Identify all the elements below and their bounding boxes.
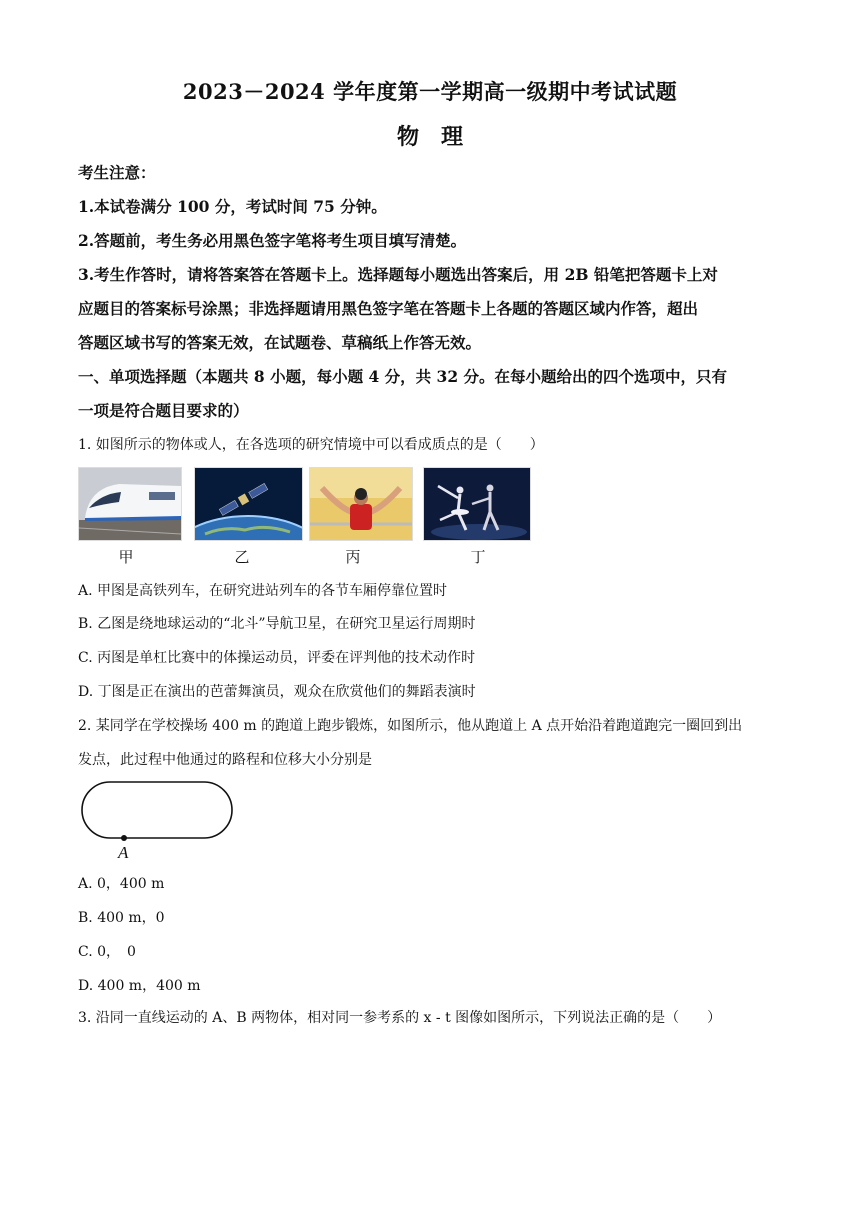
question-1-stem: 1. 如图所示的物体或人，在各选项的研究情境中可以看成质点的是（ ） — [78, 437, 544, 453]
notice-item-3-line-1: 3.考生作答时，请将答案答在答题卡上。选择题每小题选出答案后，用 2B 铅笔把答题卡上对 — [78, 265, 718, 284]
question-1-option-c: C. 丙图是单杠比赛中的体操运动员，评委在评判他的技术动作时 — [78, 650, 476, 666]
point-a-label: A — [118, 843, 129, 862]
subject-title: 物理 — [396, 124, 485, 150]
ballet-dancers-image — [423, 467, 531, 541]
exam-title: 2023－2024 学年度第一学期高一级期中考试试题 — [182, 79, 678, 104]
notice-item-2: 2.答题前，考生务必用黑色签字笔将考生项目填写清楚。 — [78, 231, 467, 250]
question-2-option-b: B. 400 m，0 — [78, 910, 165, 926]
running-track-figure — [80, 780, 240, 868]
question-1-option-b: B. 乙图是绕地球运动的“北斗”导航卫星，在研究卫星运行周期时 — [78, 616, 476, 632]
question-2-option-c: C. 0， 0 — [78, 944, 136, 960]
question-2-option-a: A. 0，400 m — [78, 876, 165, 892]
satellite-image — [194, 467, 303, 541]
notice-item-3-line-2: 应题目的答案标号涂黑；非选择题请用黑色签字笔在答题卡上各题的答题区域内作答，超出 — [78, 299, 699, 318]
question-1-option-a: A. 甲图是高铁列车，在研究进站列车的各节车厢停靠位置时 — [78, 583, 448, 599]
section-1-heading-line-2: 一项是符合题目要求的） — [78, 401, 249, 420]
notice-heading: 考生注意： — [78, 163, 156, 182]
notice-item-3-line-3: 答题区域书写的答案无效，在试题卷、草稿纸上作答无效。 — [78, 333, 482, 352]
question-1-option-d: D. 丁图是正在演出的芭蕾舞演员，观众在欣赏他们的舞蹈表演时 — [78, 684, 476, 700]
image-caption-jia: 甲 — [118, 548, 134, 566]
gymnast-image — [309, 467, 413, 541]
question-2-stem-line-1: 2. 某同学在学校操场 400 m 的跑道上跑步锻炼，如图所示，他从跑道上 A 点开始沿着跑道跑完一圈回到出 — [78, 718, 743, 734]
image-caption-yi: 乙 — [234, 548, 250, 566]
image-caption-bing: 丙 — [345, 548, 361, 566]
question-2-option-d: D. 400 m，400 m — [78, 978, 201, 994]
section-1-heading-line-1: 一、单项选择题（本题共 8 小题，每小题 4 分，共 32 分。在每小题给出的四个选项中，只有 — [78, 367, 728, 386]
image-caption-ding: 丁 — [470, 548, 486, 566]
question-2-stem-line-2: 发点，此过程中他通过的路程和位移大小分别是 — [78, 752, 372, 768]
question-3-stem: 3. 沿同一直线运动的 A、B 两物体，相对同一参考系的 x - t 图像如图所示，下列说法正确的是（ ） — [78, 1010, 722, 1026]
notice-item-1: 1.本试卷满分 100 分，考试时间 75 分钟。 — [78, 197, 387, 216]
high-speed-train-image — [78, 467, 182, 541]
